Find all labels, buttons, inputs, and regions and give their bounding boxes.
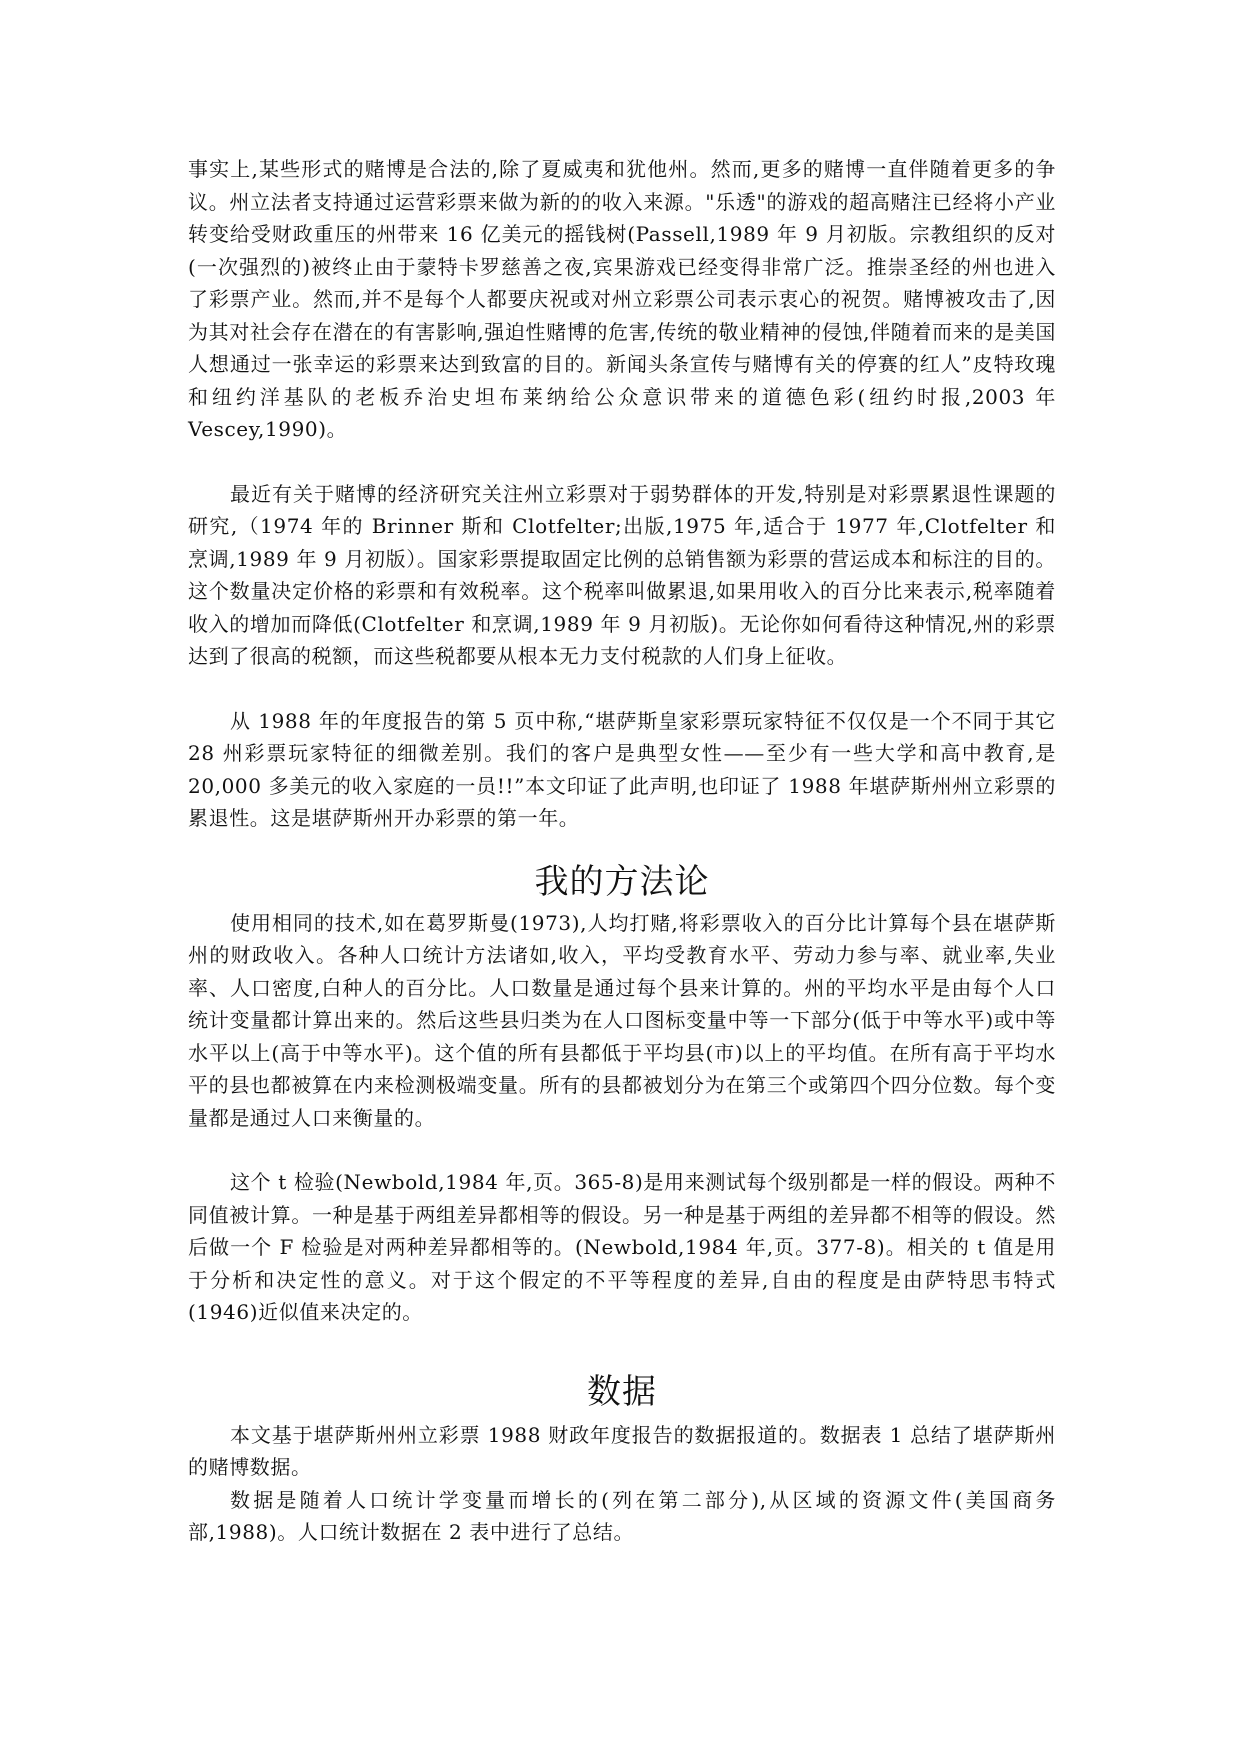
methodology-paragraph-2: 这个 t 检验(Newbold,1984 年,页。365-8)是用来测试每个级别都是一样的假设。两种不同值被计算。一种是基于两组差异都相等的假设。另一种是基于两组的差异都不相等的假设。然后做一个 F 检验是对两种差异都相等的。(Newbold,1984 年,页。377-8)。相关的 t 值是用于分析和决定性的意义。对于这个假定的不平等程度的差异,自由的程度是由萨特思韦特式(1946)近似值来决定的。 xyxy=(188,1170,1056,1324)
data-heading: 数据 xyxy=(587,1371,657,1412)
methodology-paragraph-1: 使用相同的技术,如在葛罗斯曼(1973),人均打赌,将彩票收入的百分比计算每个县在堪萨斯州的财政收入。各种人口统计方法诸如,收入，平均受教育水平、劳动力参与率、就业率,失业率、人口密度,白种人的百分比。人口数量是通过每个县来计算的。州的平均水平是由每个人口统计变量都计算出来的。然后这些县归类为在人口图标变量中等一下部分(低于中等水平)或中等水平以上(高于中等水平)。这个值的所有县都低于平均县(市)以上的平均值。在所有高于平均水平的县也都被算在内来检测极端变量。所有的县都被划分为在第三个或第四个四分位数。每个变量都是通过人口来衡量的。 xyxy=(188,910,1056,1130)
methodology-heading: 我的方法论 xyxy=(534,861,710,902)
intro-paragraph-1: 事实上,某些形式的赌博是合法的,除了夏威夷和犹他州。然而,更多的赌博一直伴随着更多的争议。州立法者支持通过运营彩票来做为新的的收入来源。"乐透"的游戏的超高赌注已经将小产业转变给受财政重压的州带来 16 亿美元的摇钱树(Passell,1989 年 9 月初版。宗教组织的反对(一次强烈的)被终止由于蒙特卡罗慈善之夜,宾果游戏已经变得非常广泛。推崇圣经的州也进入了彩票产业。然而,并不是每个人都要庆祝或对州立彩票公司表示衷心的祝贺。赌博被攻击了,因为其对社会存在潜在的有害影响,强迫性赌博的危害,传统的敬业精神的侵蚀,伴随着而来的是美国人想通过一张幸运的彩票来达到致富的目的。新闻头条宣传与赌博有关的停赛的红人”皮特玫瑰和纽约洋基队的老板乔治史坦布莱纳给公众意识带来的道德色彩(纽约时报,2003 年 Vescey,1990)。 xyxy=(188,157,1056,441)
data-paragraph-1: 本文基于堪萨斯州州立彩票 1988 财政年度报告的数据报道的。数据表 1 总结了堪萨斯州的赌博数据。 xyxy=(188,1422,1056,1479)
document-page xyxy=(188,153,1056,1549)
data-paragraph-2: 数据是随着人口统计学变量而增长的(列在第二部分),从区域的资源文件(美国商务部,1988)。人口统计数据在 2 表中进行了总结。 xyxy=(188,1487,1056,1544)
intro-paragraph-3: 从 1988 年的年度报告的第 5 页中称,“堪萨斯皇家彩票玩家特征不仅仅是一个不同于其它 28 州彩票玩家特征的细微差别。我们的客户是典型女性——至少有一些大学和高中教育,是 20,000 多美元的收入家庭的一员!!”本文印证了此声明,也印证了 1988 年堪萨斯州州立彩票的累退性。这是堪萨斯州开办彩票的第一年。 xyxy=(188,708,1056,830)
intro-paragraph-2: 最近有关于赌博的经济研究关注州立彩票对于弱势群体的开发,特别是对彩票累退性课题的研究,（1974 年的 Brinner 斯和 Clotfelter;出版,1975 年,适合于 1977 年,Clotfelter 和烹调,1989 年 9 月初版）。国家彩票提取固定比例的总销售额为彩票的营运成本和标注的目的。这个数量决定价格的彩票和有效税率。这个税率叫做累退,如果用收入的百分比来表示,税率随着收入的增加而降低(Clotfelter 和烹调,1989 年 9 月初版)。无论你如何看待这种情况,州的彩票达到了很高的税额，而这些税都要从根本无力支付税款的人们身上征收。 xyxy=(188,481,1056,668)
